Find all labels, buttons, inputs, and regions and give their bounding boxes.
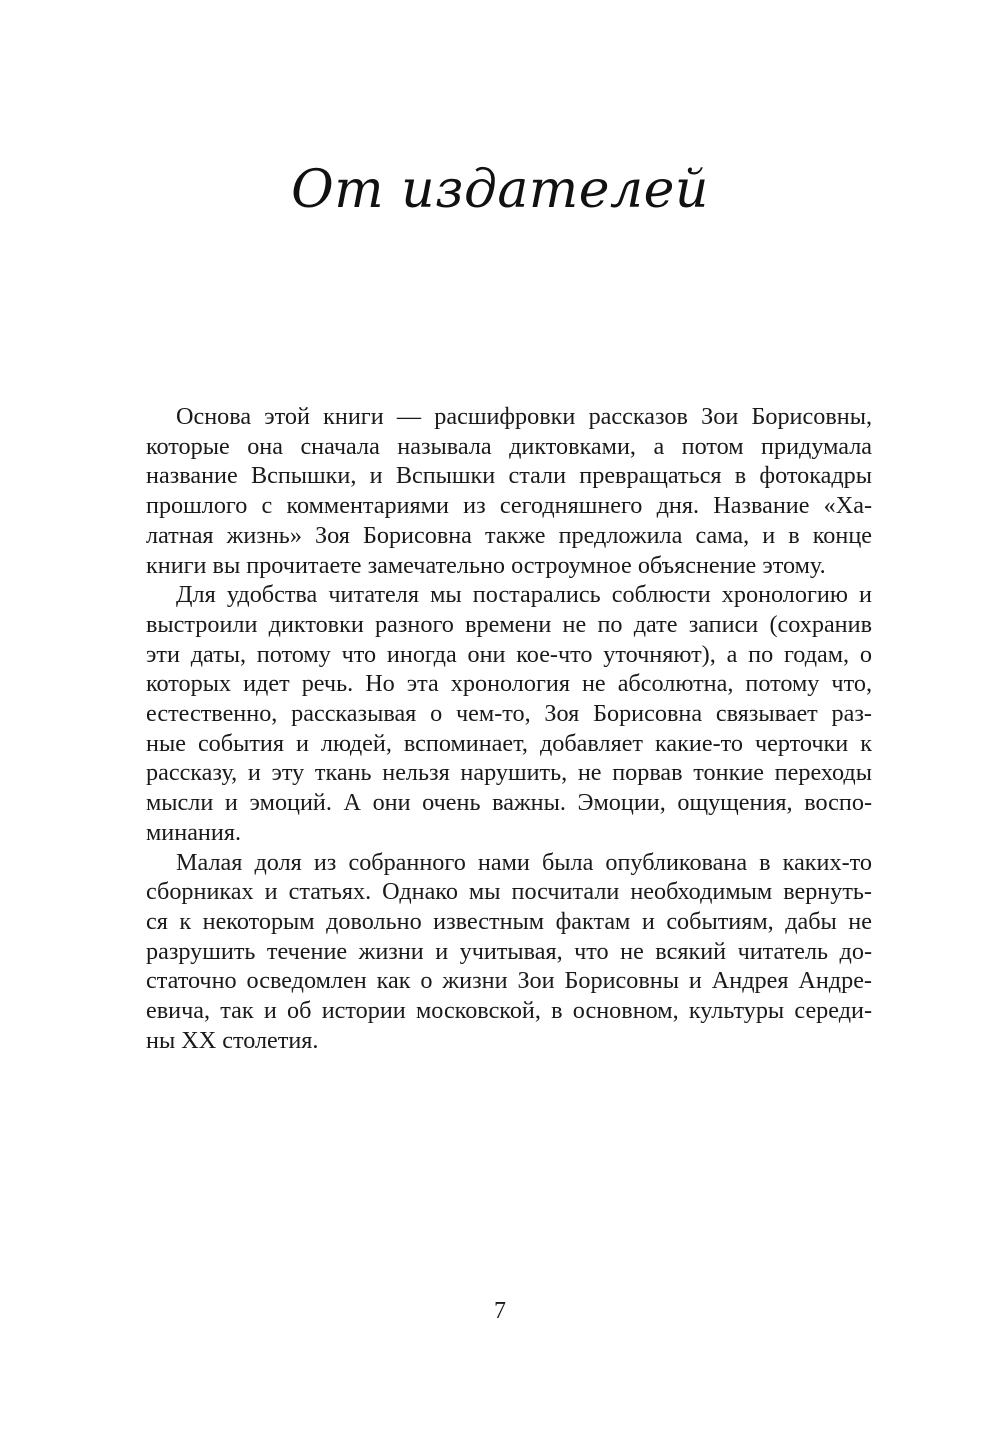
body-text — [146, 402, 872, 1055]
text-line: мысли и эмоций. А они очень важны. Эмоции, ощущения, воспо- — [146, 789, 872, 817]
text-line: статочно осведомлен как о жизни Зои Борисовны и Андрея Андре- — [146, 967, 872, 995]
text-line: разрушить течение жизни и учитывая, что не всякий читатель до- — [146, 937, 872, 965]
text-line: выстроили диктовки разного времени не по дате записи (сохранив — [146, 610, 872, 638]
text-line: Для удобства читателя мы постарались соблюсти хронологию и — [176, 581, 872, 609]
text-line: минания. — [146, 818, 241, 846]
text-line: которые она сначала называла диктовками, а потом придумала — [146, 432, 872, 460]
text-line: латная жизнь» Зоя Борисовна также предложила сама, и в конце — [146, 521, 872, 549]
chapter-title: От издателей — [291, 160, 709, 220]
text-line: Малая доля из собранного нами была опубликована в каких-то — [176, 848, 872, 876]
text-line: прошлого с комментариями из сегодняшнего дня. Название «Ха- — [146, 492, 872, 520]
text-line: естественно, рассказывая о чем-то, Зоя Борисовна связывает раз- — [146, 700, 872, 728]
page-number: 7 — [494, 1298, 506, 1324]
text-line: эти даты, потому что иногда они кое-что уточняют), а по годам, о — [146, 640, 872, 668]
text-line: книги вы прочитаете замечательно остроумное объяснение этому. — [146, 551, 826, 579]
text-line: евича, так и об истории московской, в основном, культуры середи- — [146, 997, 872, 1025]
text-line: название Вспышки, и Вспышки стали превращаться в фотокадры — [146, 462, 872, 490]
text-line: рассказу, и эту ткань нельзя нарушить, не порвав тонкие переходы — [146, 759, 872, 787]
paragraph-2 — [146, 580, 872, 847]
text-line: Основа этой книги — расшифровки рассказов Зои Борисовны, — [176, 403, 872, 430]
text-line: сборниках и статьях. Однако мы посчитали необходимым вернуть- — [146, 878, 872, 906]
text-line: ся к некоторым довольно известным фактам и событиям, дабы не — [146, 907, 872, 935]
text-line: ные события и людей, вспоминает, добавляет какие-то черточки к — [146, 729, 872, 757]
text-line: которых идет речь. Но эта хронология не абсолютна, потому что, — [146, 670, 872, 698]
text-line: ны XX столетия. — [146, 1026, 319, 1054]
paragraph-1 — [146, 402, 872, 580]
paragraph-3 — [146, 848, 872, 1056]
